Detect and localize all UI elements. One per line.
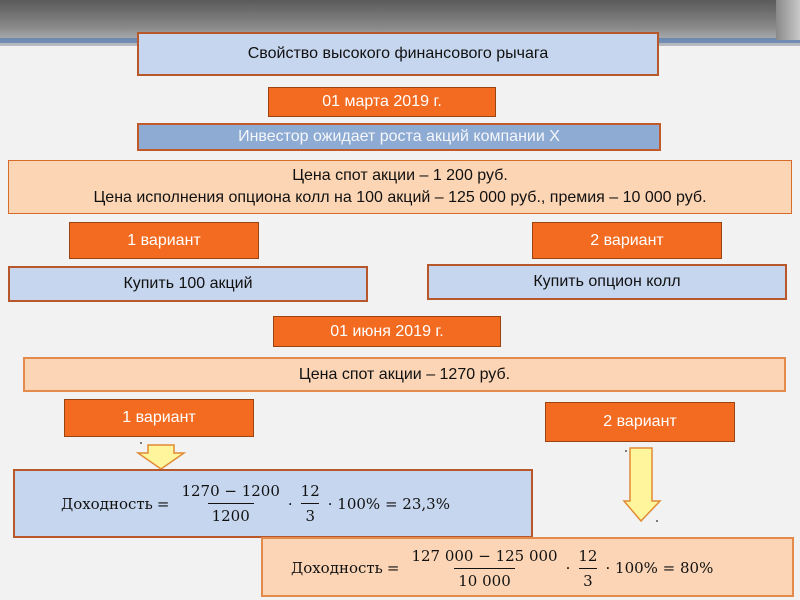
variant-1-badge-top: 1 вариант [69,222,259,259]
new-spot-price-box: Цена спот акции – 1270 руб. [23,357,786,392]
fraction-denominator: 3 [301,503,319,525]
buy-call-option-box: Купить опцион колл [427,264,787,300]
strike-price-text: Цена исполнения опциона колл на 100 акций – 125 000 руб., премия – 10 000 руб. [93,189,707,206]
fraction-denominator: 10 000 [454,568,515,590]
fraction-period [297,482,324,525]
fraction-numerator: 12 [300,482,320,500]
formula-equals: = [156,494,170,513]
formula-result: · 100% = 80% [605,559,714,577]
formula-box-variant-1 [13,469,533,538]
formula-label: Доходность [291,559,383,577]
variant-2-badge-top: 2 вариант [532,222,722,259]
formula-result: · 100% = 23,3% [327,494,450,513]
spot-price-text: Цена спот акции – 1 200 руб. [292,167,508,184]
variant-1-badge-bottom: 1 вариант [64,399,254,437]
date-march-badge: 01 марта 2019 г. [268,87,496,117]
page-title: Свойство высокого финансового рычага [137,32,659,76]
multiply-dot: · [287,494,293,513]
fraction-denominator: 1200 [208,503,254,525]
buy-shares-box: Купить 100 акций [8,266,368,302]
variant-2-badge-bottom: 2 вариант [545,402,735,442]
date-june-badge: 01 июня 2019 г. [273,316,501,347]
multiply-dot: · [565,559,571,577]
fraction-period [574,547,601,590]
fraction [407,547,561,590]
fraction-numerator: 12 [578,546,598,565]
conditions-box [8,160,792,214]
fraction-denominator: 3 [579,568,597,590]
down-arrow-icon-right [622,447,662,523]
formula-box-variant-2 [261,537,794,597]
down-arrow-icon-left [136,444,186,470]
formula-variant-2 [291,539,713,597]
investor-expectation: Инвестор ожидает роста акций компании Х [137,123,661,151]
header-corner [776,0,800,40]
fraction [177,482,283,525]
formula-equals: = [386,559,400,577]
formula-label: Доходность [61,494,153,513]
fraction-numerator: 1270 − 1200 [181,482,280,500]
formula-variant-1 [61,471,450,536]
fraction-numerator: 127 000 − 125 000 [411,546,558,565]
